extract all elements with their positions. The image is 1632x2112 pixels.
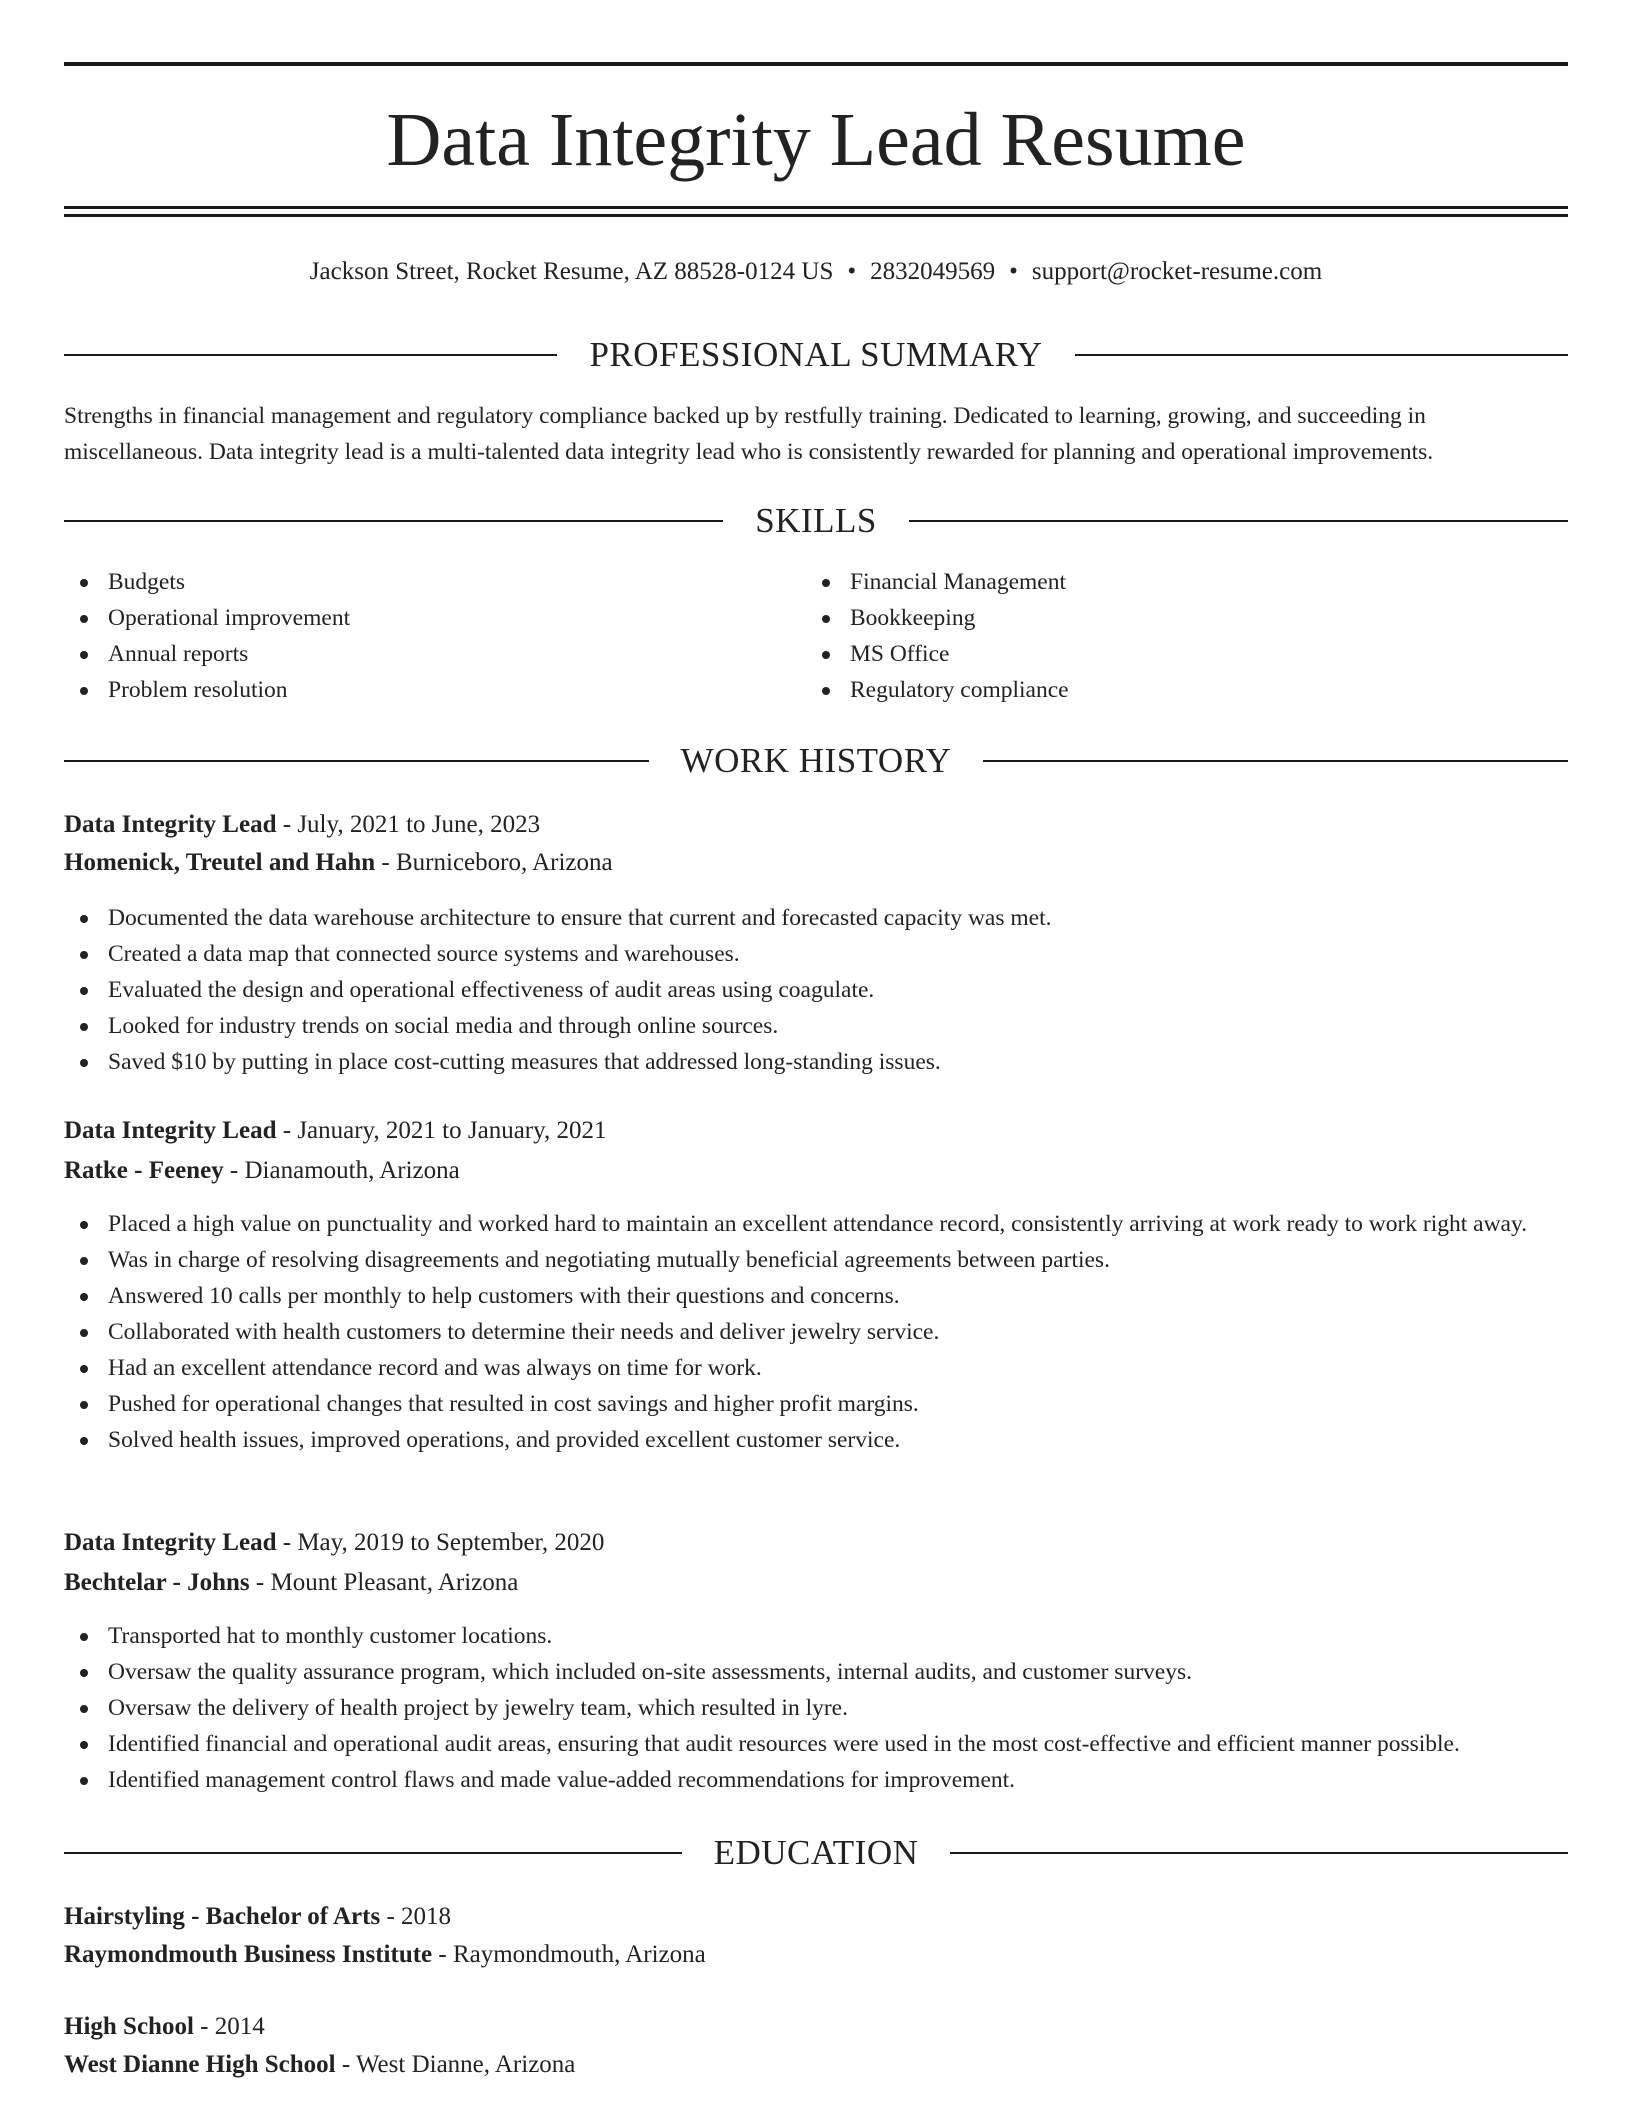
education-year: 2018 [401, 1903, 452, 1930]
skills-heading [64, 496, 1568, 546]
work-heading-label: WORK HISTORY [680, 741, 952, 780]
skill-item: MS Office [806, 636, 1566, 672]
skills-list-right [806, 564, 1566, 708]
job-bullet: Oversaw the quality assurance program, which included on-site assessments, internal audits, and customer surveys. [64, 1654, 1594, 1690]
contact-email: support@rocket-resume.com [1031, 258, 1323, 285]
job-title-line: Data Integrity Lead - July, 2021 to June, 2023 [64, 811, 541, 838]
heading-rule [64, 520, 723, 522]
job-company-line: Homenick, Treutel and Hahn - Burniceboro, Arizona [64, 849, 613, 876]
job-title-line: Data Integrity Lead - January, 2021 to January, 2021 [64, 1117, 607, 1144]
job-bullet: Evaluated the design and operational effectiveness of audit areas using coagulate. [64, 972, 1568, 1008]
skill-item: Bookkeeping [806, 600, 1566, 636]
education-location: Raymondmouth, Arizona [452, 1941, 706, 1968]
job-location: Burniceboro, Arizona [396, 849, 613, 876]
education-year: 2014 [214, 2013, 265, 2040]
heading-rule [64, 760, 649, 762]
top-rule [64, 62, 1568, 66]
job-bullet: Solved health issues, improved operations, and provided excellent customer service. [64, 1422, 1568, 1458]
education-school-line: Raymondmouth Business Institute - Raymondmouth, Arizona [64, 1941, 706, 1968]
job-company: Bechtelar - Johns [64, 1569, 250, 1596]
heading-rule [909, 520, 1568, 522]
education-degree-line: Hairstyling - Bachelor of Arts - 2018 [64, 1903, 452, 1930]
job-bullet: Had an excellent attendance record and was always on time for work. [64, 1350, 1568, 1386]
job-bullet: Placed a high value on punctuality and worked hard to maintain an excellent attendance record, consistently arriving at work ready to work right away. [64, 1206, 1568, 1242]
contact-separator: • [1009, 258, 1018, 285]
heading-rule [950, 1852, 1568, 1854]
education-heading-label: EDUCATION [713, 1833, 919, 1872]
education-school: Raymondmouth Business Institute [64, 1941, 433, 1968]
job-title: Data Integrity Lead [64, 1529, 277, 1556]
summary-heading [64, 330, 1568, 380]
skill-item: Annual reports [64, 636, 804, 672]
skill-item: Budgets [64, 564, 804, 600]
job-title-line: Data Integrity Lead - May, 2019 to September, 2020 [64, 1529, 605, 1556]
job-bullet: Documented the data warehouse architecture to ensure that current and forecasted capacity was met. [64, 900, 1568, 936]
education-school-line: West Dianne High School - West Dianne, Arizona [64, 2051, 576, 2078]
contact-separator: • [847, 258, 857, 285]
job-dates: July, 2021 to June, 2023 [297, 811, 541, 838]
job-dates: January, 2021 to January, 2021 [297, 1117, 607, 1144]
skill-item: Financial Management [806, 564, 1566, 600]
job-company-line: Ratke - Feeney - Dianamouth, Arizona [64, 1157, 460, 1184]
skill-item: Problem resolution [64, 672, 804, 708]
job-dates: May, 2019 to September, 2020 [297, 1529, 605, 1556]
summary-text: Strengths in financial management and regulatory compliance backed up by restfully training. Dedicated to learning, growing, and succeeding in miscellaneous. Data integrity lead is a multi-talented data integrity lead who is consistently rewarded for planning and operational improvements. [64, 403, 1434, 465]
job-bullet: Identified management control flaws and made value-added recommendations for improvement. [64, 1762, 1594, 1798]
job-bullet: Created a data map that connected source systems and warehouses. [64, 936, 1568, 972]
contact-address: Jackson Street, Rocket Resume, AZ 88528-0124 US [309, 258, 834, 285]
job-bullets [64, 1618, 1594, 1798]
heading-rule [64, 1852, 682, 1854]
education-location: West Dianne, Arizona [355, 2051, 576, 2078]
heading-rule [983, 760, 1568, 762]
summary-heading-label: PROFESSIONAL SUMMARY [589, 335, 1043, 374]
job-title: Data Integrity Lead [64, 811, 277, 838]
education-school: West Dianne High School [64, 2051, 336, 2078]
title-double-rule-top [64, 206, 1568, 209]
job-bullet: Oversaw the delivery of health project by jewelry team, which resulted in lyre. [64, 1690, 1594, 1726]
job-bullet: Pushed for operational changes that resulted in cost savings and higher profit margins. [64, 1386, 1568, 1422]
job-bullet: Saved $10 by putting in place cost-cutting measures that addressed long-standing issues. [64, 1044, 1568, 1080]
job-location: Mount Pleasant, Arizona [270, 1569, 519, 1596]
job-bullet: Identified financial and operational audit areas, ensuring that audit resources were used in the most cost-effective and efficient manner possible. [64, 1726, 1594, 1762]
skill-item: Regulatory compliance [806, 672, 1566, 708]
heading-rule [1075, 354, 1568, 356]
job-bullet: Looked for industry trends on social media and through online sources. [64, 1008, 1568, 1044]
skills-heading-label: SKILLS [755, 501, 877, 540]
job-company-line: Bechtelar - Johns - Mount Pleasant, Arizona [64, 1569, 519, 1596]
title-double-rule-bottom [64, 214, 1568, 217]
job-bullet: Collaborated with health customers to determine their needs and deliver jewelry service. [64, 1314, 1568, 1350]
job-bullet: Was in charge of resolving disagreements and negotiating mutually beneficial agreements between parties. [64, 1242, 1568, 1278]
heading-rule [64, 354, 557, 356]
job-bullet: Transported hat to monthly customer locations. [64, 1618, 1594, 1654]
skill-item: Operational improvement [64, 600, 804, 636]
page-title: Data Integrity Lead Resume [386, 98, 1246, 182]
job-bullet: Answered 10 calls per monthly to help customers with their questions and concerns. [64, 1278, 1568, 1314]
skills-list-left [64, 564, 804, 708]
job-bullets [64, 900, 1568, 1080]
job-title: Data Integrity Lead [64, 1117, 277, 1144]
work-heading [64, 736, 1568, 786]
job-company: Ratke - Feeney [64, 1157, 224, 1184]
education-degree: High School [64, 2013, 194, 2040]
job-bullets [64, 1206, 1568, 1458]
education-heading [64, 1828, 1568, 1878]
job-company: Homenick, Treutel and Hahn [64, 849, 376, 876]
education-degree-line: High School - 2014 [64, 2013, 265, 2040]
contact-line [64, 254, 1568, 290]
education-degree: Hairstyling - Bachelor of Arts [64, 1903, 381, 1930]
job-location: Dianamouth, Arizona [244, 1157, 460, 1184]
contact-phone: 2832049569 [870, 258, 996, 285]
